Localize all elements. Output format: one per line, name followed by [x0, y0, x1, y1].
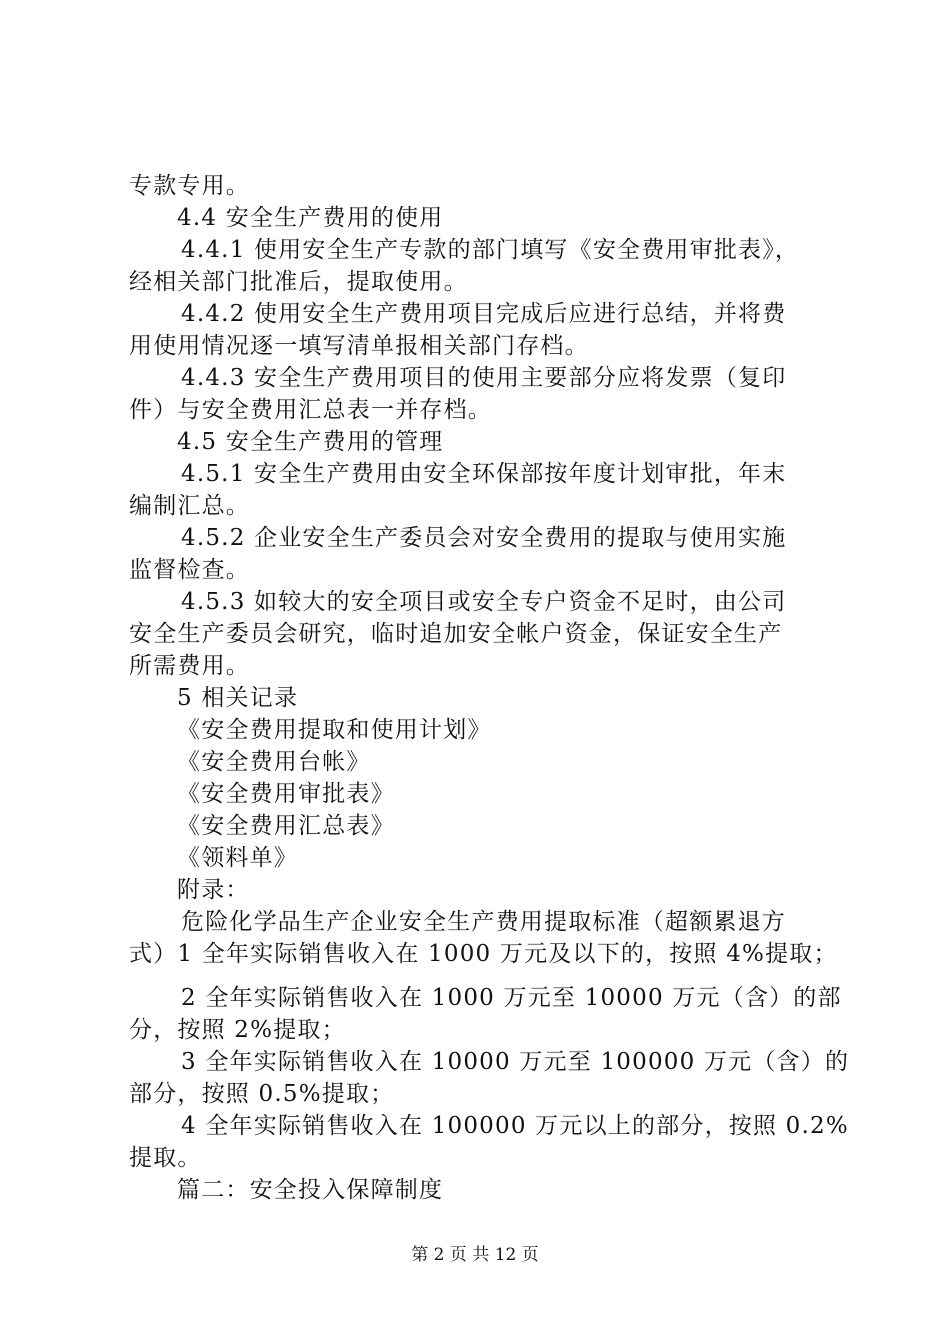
text-line: 式）1 全年实际销售收入在 1000 万元及以下的，按照 4%提取； [129, 941, 838, 967]
section-heading: 篇二：安全投入保障制度 [177, 1177, 444, 1203]
text-line: 监督检查。 [129, 557, 250, 583]
text-line: 经相关部门批准后，提取使用。 [129, 269, 468, 295]
text-line: 4 全年实际销售收入在 100000 万元以上的部分，按照 0.2% [181, 1113, 849, 1139]
page-footer: 第 2 页 共 12 页 [411, 1245, 539, 1265]
record-item: 《安全费用审批表》 [177, 781, 395, 807]
text-line: 提取。 [129, 1145, 202, 1171]
appendix-heading: 附录： [177, 877, 250, 903]
text-line: 所需费用。 [129, 653, 250, 679]
text-line: 4.4.1 使用安全生产专款的部门填写《安全费用审批表》， [181, 237, 800, 263]
spacer [129, 970, 829, 982]
text-line: 4.4.2 使用安全生产费用项目完成后应进行总结，并将费 [181, 301, 787, 327]
text-line: 部分，按照 0.5%提取； [129, 1081, 395, 1107]
section-heading: 4.4 安全生产费用的使用 [177, 205, 444, 231]
text-line: 4.5.1 安全生产费用由安全环保部按年度计划审批，年末 [181, 461, 787, 487]
text-line: 4.4.3 安全生产费用项目的使用主要部分应将发票（复印 [181, 365, 787, 391]
record-item: 《安全费用台帐》 [177, 749, 371, 775]
text-line: 安全生产委员会研究，临时追加安全帐户资金，保证安全生产 [129, 621, 783, 647]
text-line: 4.5.2 企业安全生产委员会对安全费用的提取与使用实施 [181, 525, 787, 551]
record-item: 《领料单》 [177, 845, 298, 871]
text-line: 用使用情况逐一填写清单报相关部门存档。 [129, 333, 589, 359]
text-line: 分，按照 2%提取； [129, 1017, 346, 1043]
section-heading: 5 相关记录 [177, 685, 299, 711]
text-line: 编制汇总。 [129, 493, 250, 519]
section-heading: 4.5 安全生产费用的管理 [177, 429, 444, 455]
record-item: 《安全费用提取和使用计划》 [177, 717, 492, 743]
text-line: 件）与安全费用汇总表一并存档。 [129, 397, 492, 423]
text-line: 2 全年实际销售收入在 1000 万元至 10000 万元（含）的部 [181, 985, 842, 1011]
text-line: 4.5.3 如较大的安全项目或安全专户资金不足时，由公司 [181, 589, 787, 615]
text-line: 3 全年实际销售收入在 10000 万元至 100000 万元（含）的 [181, 1049, 850, 1075]
text-line: 危险化学品生产企业安全生产费用提取标准（超额累退方 [181, 909, 786, 935]
document-body [129, 170, 850, 1206]
record-item: 《安全费用汇总表》 [177, 813, 395, 839]
text-line: 专款专用。 [129, 173, 250, 199]
